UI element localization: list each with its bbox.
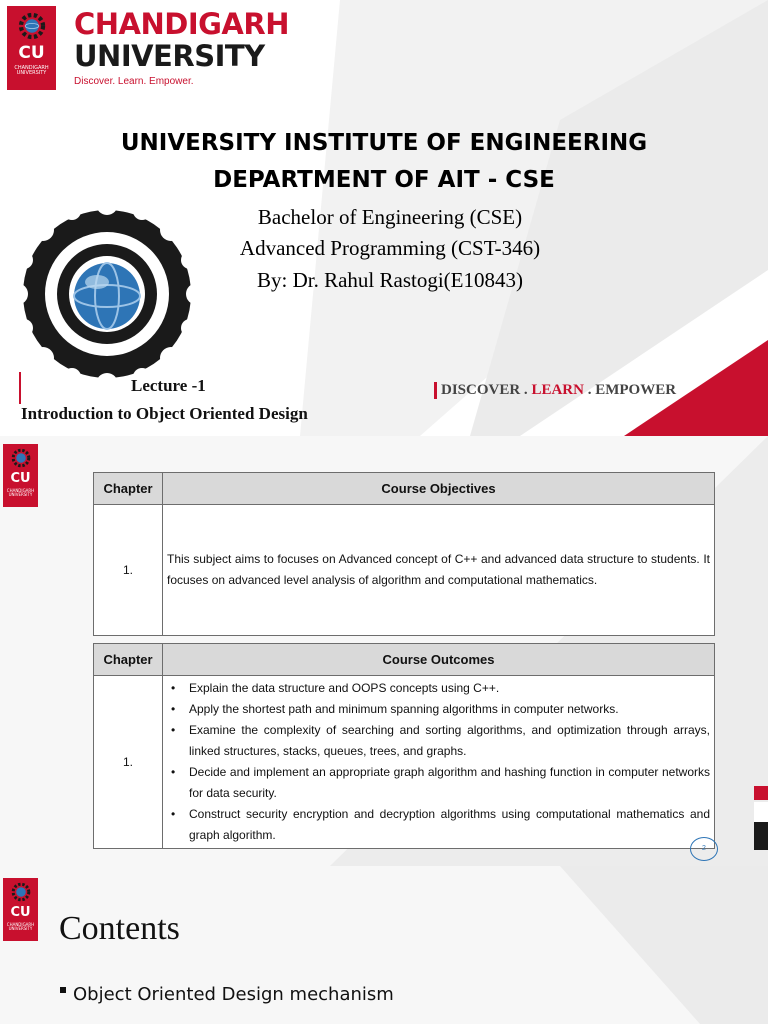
cu-logo xyxy=(7,6,56,90)
tagline-discover: DISCOVER . xyxy=(441,382,532,398)
gear-globe-icon xyxy=(15,9,49,43)
course-outcomes-table xyxy=(93,643,715,849)
logo-sub-line1: CHANDIGARH xyxy=(14,65,49,71)
department-title: DEPARTMENT OF AIT - CSE xyxy=(213,167,555,193)
objectives-slide xyxy=(0,436,768,866)
logo-sub-line1: CHANDIGARH xyxy=(6,488,35,493)
logo-cu-letters: CU xyxy=(10,905,31,920)
cu-logo xyxy=(3,878,38,941)
logo-sub-line2: UNIVERSITY xyxy=(8,492,33,498)
chapter-cell: 1. xyxy=(94,505,163,636)
lecture-number: Lecture -1 xyxy=(131,376,206,395)
list-item xyxy=(60,984,394,1005)
logo-sub-line2: UNIVERSITY xyxy=(8,926,33,932)
page-number: 2 xyxy=(690,837,718,861)
logo-cu-letters: CU xyxy=(18,43,45,63)
outcomes-list xyxy=(163,676,714,848)
logo-sub-line2: UNIVERSITY xyxy=(16,70,47,77)
header-chapter: Chapter xyxy=(94,644,163,676)
course-line: Advanced Programming (CST-346) xyxy=(239,236,541,260)
brand-name-line1: CHANDIGARH xyxy=(74,7,289,41)
list-item: • Examine the complexity of searching and sorting algorithms, and optimization through arrays, linked structures, stacks, queues, trees, and graphs. xyxy=(167,720,710,762)
list-item: • Explain the data structure and OOPS concepts using C++. xyxy=(167,678,710,699)
bullet-text: Object Oriented Design mechanism xyxy=(73,984,394,1005)
outcomes-cell xyxy=(163,676,715,849)
degree-line: Bachelor of Engineering (CSE) xyxy=(257,205,523,229)
brand-tagline: Discover. Learn. Empower. xyxy=(74,76,194,87)
author-line: By: Dr. Rahul Rastogi(E10843) xyxy=(257,268,523,292)
gear-globe-icon xyxy=(9,880,33,904)
contents-slide xyxy=(0,866,768,1024)
university-brand xyxy=(74,8,289,87)
institute-title: UNIVERSITY INSTITUTE OF ENGINEERING xyxy=(120,130,648,156)
lecture-title: Introduction to Object Oriented Design xyxy=(21,404,308,423)
cu-logo xyxy=(3,444,38,507)
logo-cu-letters: CU xyxy=(10,471,31,486)
accent-bar xyxy=(19,372,21,404)
tagline-empower: . EMPOWER xyxy=(583,382,677,398)
course-objectives-table xyxy=(93,472,715,636)
header-course-outcomes: Course Outcomes xyxy=(163,644,715,676)
logo-sub-line1: CHANDIGARH xyxy=(6,922,35,927)
discover-learn-empower xyxy=(434,382,676,399)
header-course-objectives: Course Objectives xyxy=(163,473,715,505)
list-item: • Apply the shortest path and minimum spanning algorithms in computer networks. xyxy=(167,699,710,720)
list-item: • Decide and implement an appropriate graph algorithm and hashing function in computer networks for data security. xyxy=(167,762,710,804)
contents-title: Contents xyxy=(59,910,180,947)
title-slide xyxy=(0,0,768,436)
gear-globe-icon xyxy=(9,446,33,470)
bullet-square-icon xyxy=(60,987,66,993)
objective-cell xyxy=(163,505,715,636)
header-chapter: Chapter xyxy=(94,473,163,505)
objective-text: This subject aims to focuses on Advanced concept of C++ and advanced data structure to students. It focuses on advanced level analysis of algorithm and computational mathematics. xyxy=(167,552,710,587)
tagline-learn: LEARN xyxy=(531,382,584,398)
brand-name-line2: UNIVERSITY xyxy=(74,39,265,73)
chapter-cell: 1. xyxy=(94,676,163,849)
list-item: • Construct security encryption and decryption algorithms using computational mathematics and graph algorithm. xyxy=(167,804,710,846)
